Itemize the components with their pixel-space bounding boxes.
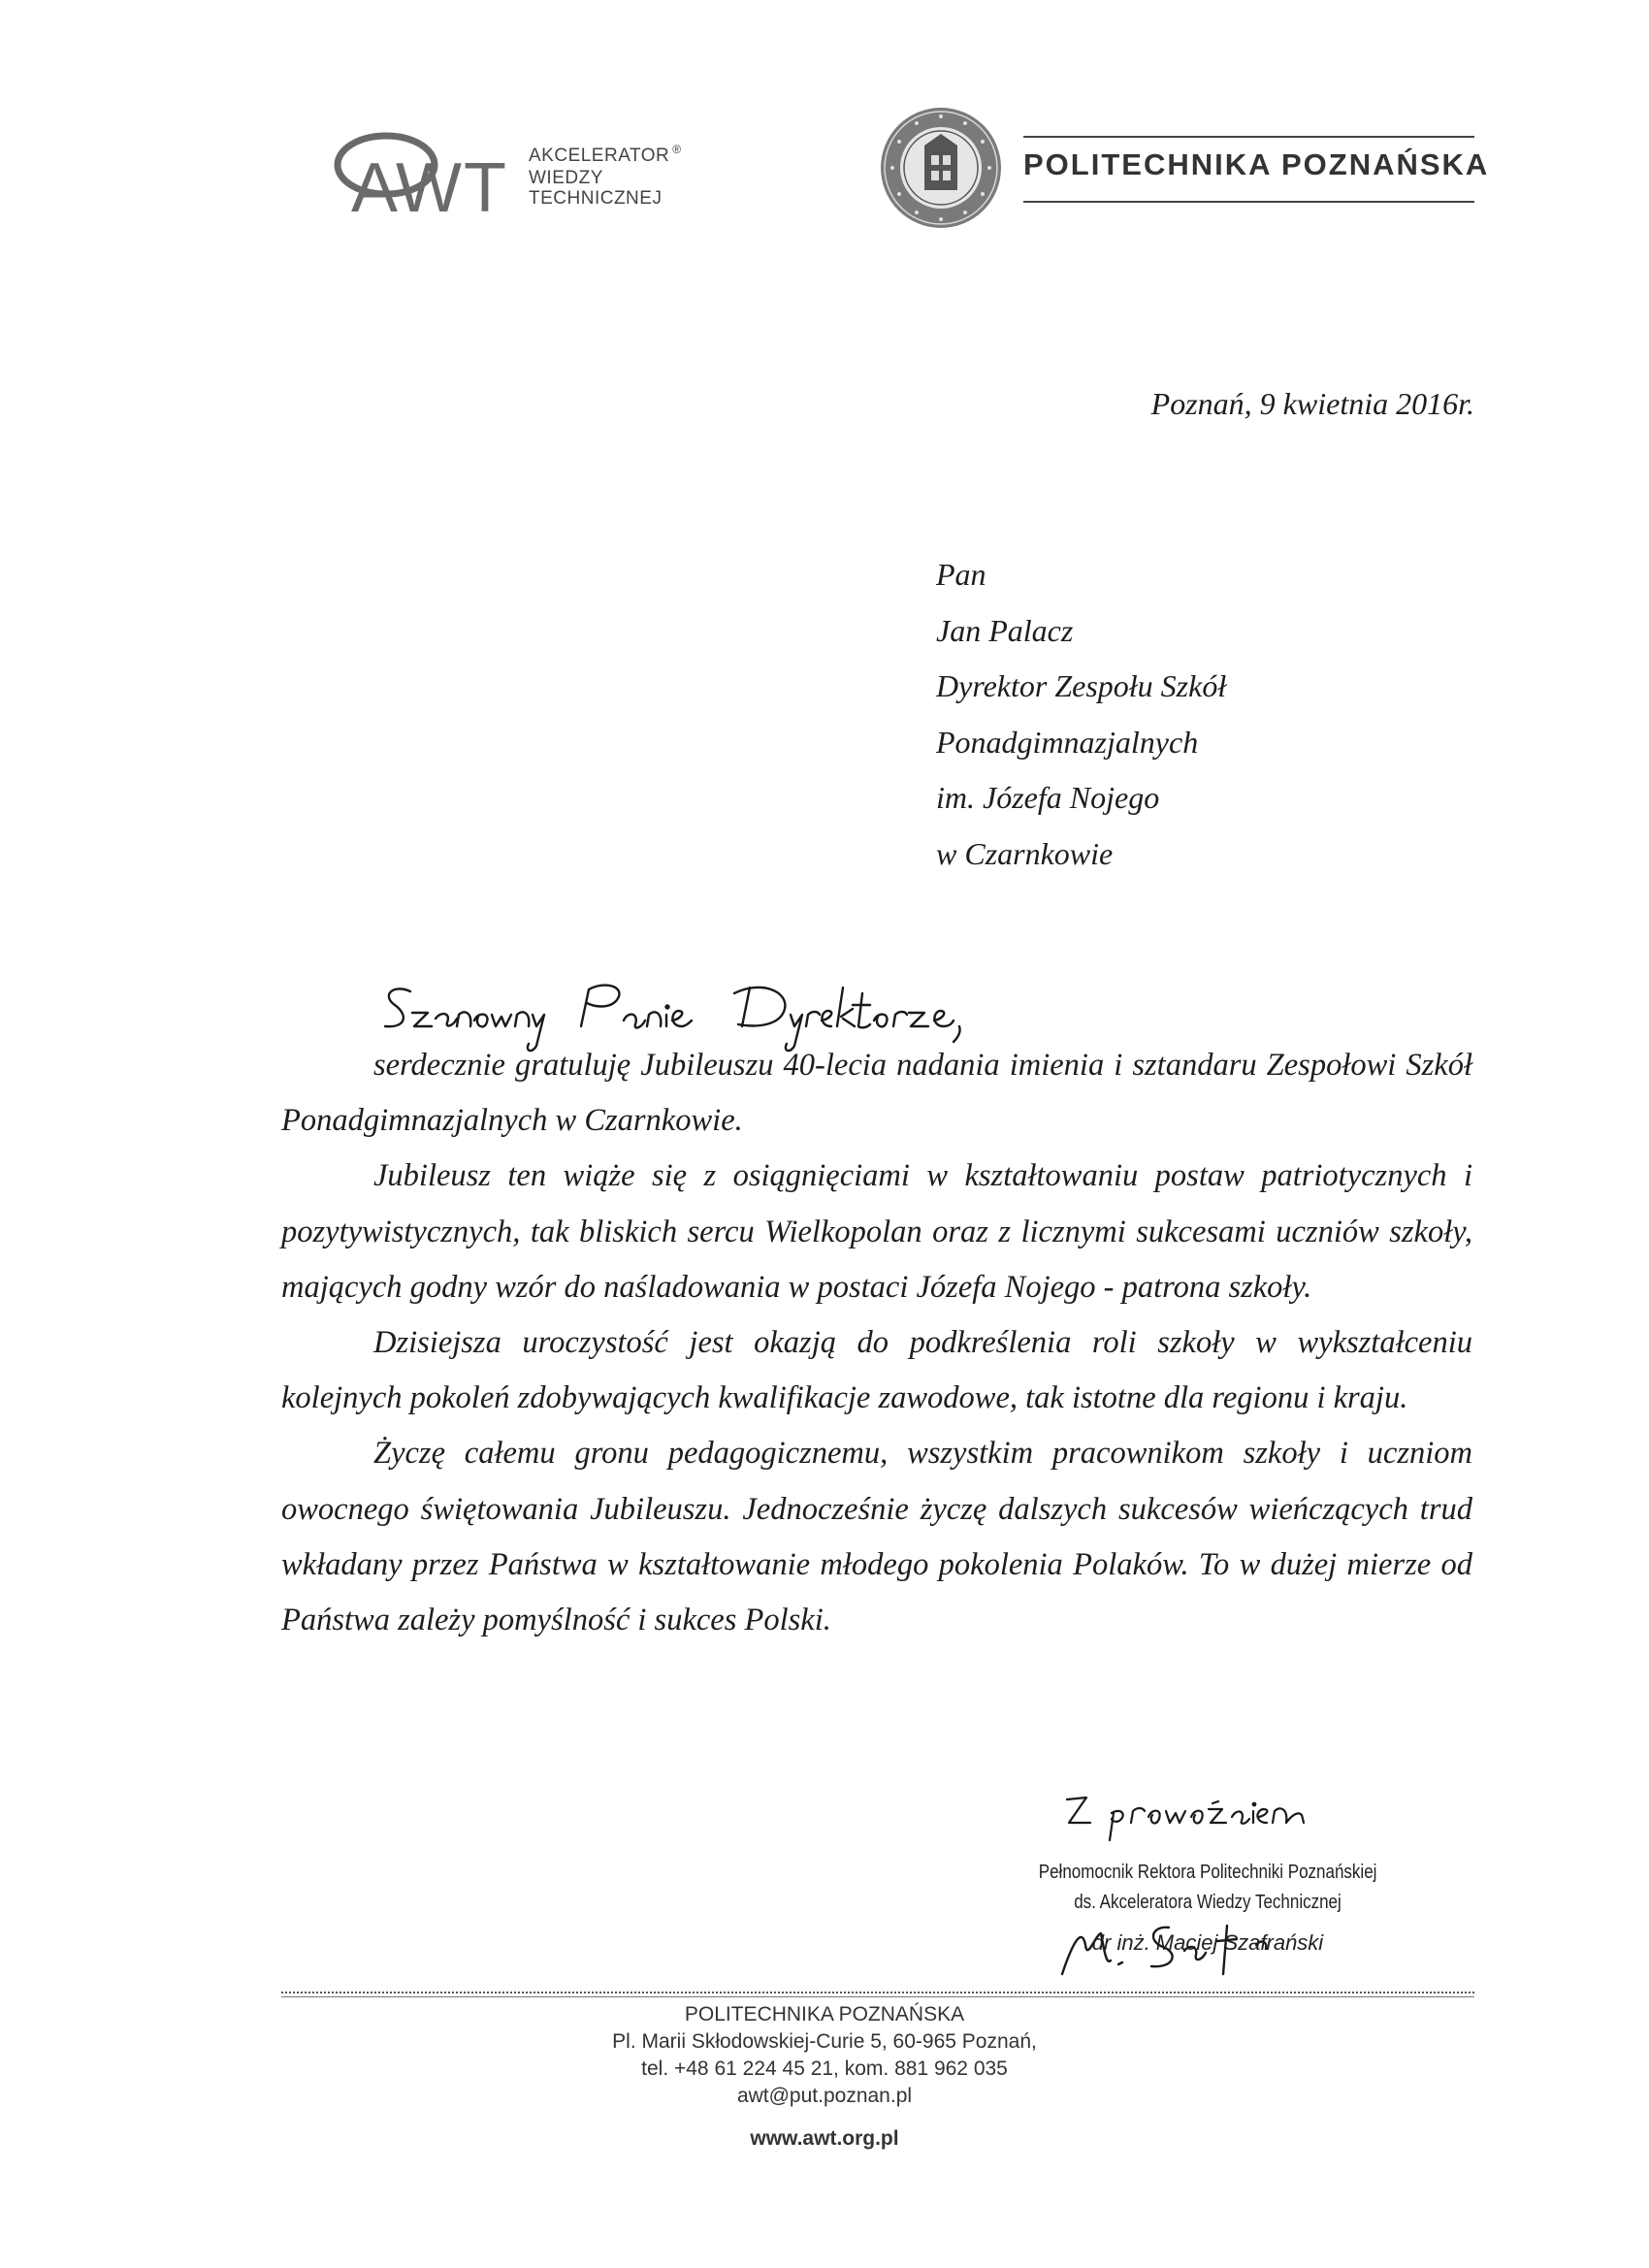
address-line: im. Józefa Nojego [936,780,1160,815]
body-paragraph: Jubileusz ten wiąże się z osiągnięciami w kształtowaniu postaw patriotycznych i pozytywistycznych, tak bliskich sercu Wielkopolan oraz z licznymi sukcesami uczniów szkoły, mających godny wzór do naśladowania w postaci Józefa Nojego - patrona szkoły. [281,1158,1472,1305]
address-line: Ponadgimnazjalnych [936,724,1199,760]
header-rule-top [1023,136,1474,138]
signer-name: dr inż. Maciej Szafrański [1091,1930,1324,1955]
awt-line-3: TECHNICZNEJ [529,188,663,209]
address-line: Pan [936,557,986,592]
address-line: Jan Palacz [936,612,1074,648]
letter-body [281,1038,1472,1648]
footer [0,2001,1649,2153]
signer-title-line-1: Pełnomocnik Rektora Politechniki Poznańskiej [1038,1862,1377,1883]
recipient-address [936,547,1226,882]
svg-text:A: A [351,149,395,221]
address-line: w Czarnkowie [936,835,1114,871]
footer-website: www.awt.org.pl [750,2127,899,2150]
header-rule-bottom [1023,201,1474,203]
footer-divider [281,1992,1474,1993]
body-paragraph: serdecznie gratuluję Jubileuszu 40-lecia nadania imienia i sztandaru Zespołowi Szkół Ponadgimnazjalnych w Czarnkowie. [281,1048,1472,1139]
awt-logo [330,124,524,221]
signer-title-line-2: ds. Akceleratora Wiedzy Technicznej [1074,1892,1342,1913]
svg-text:T: T [464,149,506,221]
footer-institution: POLITECHNIKA POZNAŃSKA [684,2003,965,2025]
place-date: Poznań, 9 kwietnia 2016r. [1150,386,1474,421]
handwritten-closing [1057,1780,1397,1858]
svg-text:W: W [396,149,458,221]
footer-divider-line [281,1996,1474,1997]
awt-line-1: AKCELERATOR [529,146,670,166]
footer-phone: tel. +48 61 224 45 21, kom. 881 962 035 [641,2057,1008,2080]
awt-logo-text [529,143,682,209]
body-paragraph: Życzę całemu gronu pedagogicznemu, wszystkim pracownikom szkoły i uczniom owocnego świętowania Jubileuszu. Jednocześnie życzę dalszych sukcesów wieńczących trud wkładany przez Państwa w kształtowanie młodego pokolenia Polaków. To w dużej mierze od Państwa zależy pomyślność i sukces Polski. [281,1436,1472,1638]
footer-email: awt@put.poznan.pl [736,2085,913,2107]
footer-address: Pl. Marii Skłodowskiej-Curie 5, 60-965 Poznań, [612,2030,1037,2053]
awt-line-2: WIEDZY [529,168,603,188]
handwritten-signature [1043,1906,1353,1993]
university-name: POLITECHNIKA POZNAŃSKA [1023,147,1490,181]
body-paragraph: Dzisiejsza uroczystość jest okazją do podkreślenia roli szkoły w wykształceniu kolejnych pokoleń zdobywających kwalifikacje zawodowe, tak istotne dla regionu i kraju. [281,1325,1472,1416]
registered-mark: ® [672,143,682,156]
university-seal-icon [878,105,1004,231]
address-line: Dyrektor Zespołu Szkół [936,668,1227,703]
